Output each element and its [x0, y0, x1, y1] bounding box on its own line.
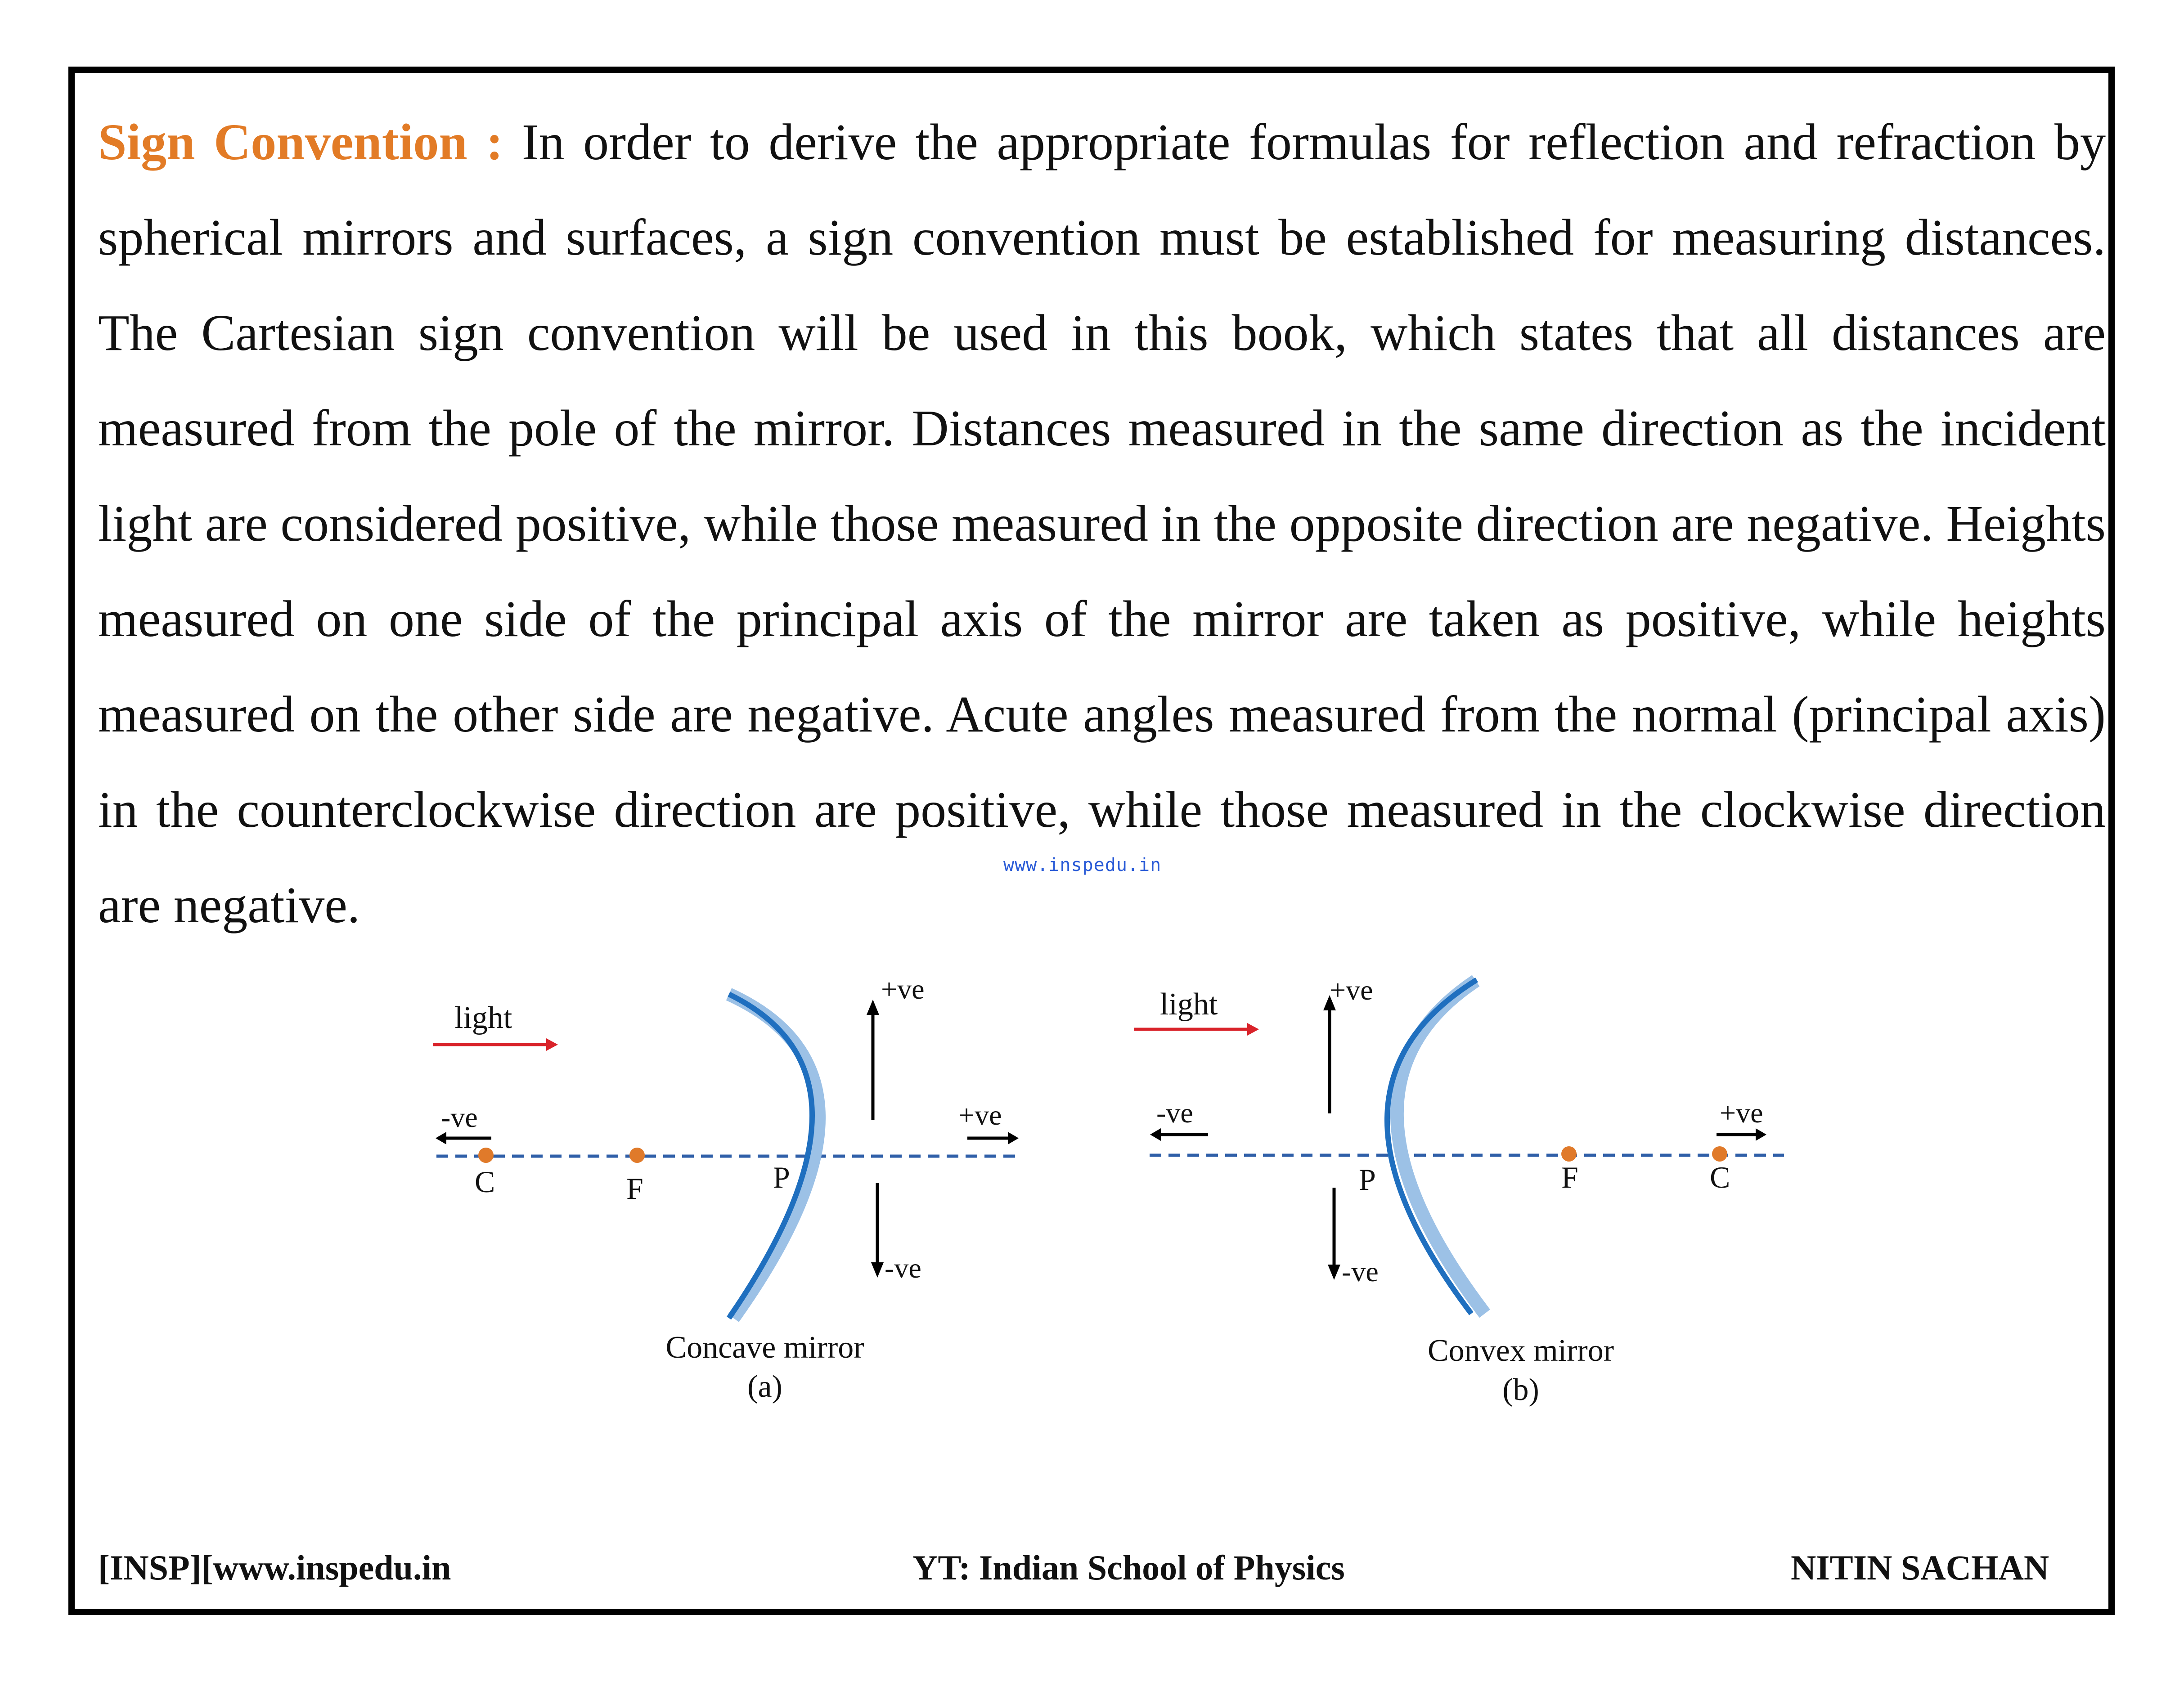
convex-mirror-figure [1134, 974, 1784, 1407]
focus-point-b [1561, 1146, 1577, 1162]
light-label-b: light [1160, 987, 1218, 1022]
p-label-a: P [773, 1160, 790, 1194]
footer-center: YT: Indian School of Physics [912, 1548, 1345, 1587]
neg-y-label-b: -ve [1342, 1256, 1379, 1288]
subcaption-b: (b) [1502, 1373, 1539, 1407]
paragraph-heading: Sign Convention : [98, 113, 503, 170]
neg-y-arrowhead-b [1328, 1265, 1340, 1280]
f-label-b: F [1561, 1160, 1578, 1194]
caption-b: Convex mirror [1427, 1333, 1614, 1368]
center-point-b [1712, 1146, 1727, 1162]
convex-mirror-back [1397, 981, 1485, 1314]
c-label-a: C [475, 1165, 495, 1199]
light-label-a: light [454, 1001, 512, 1035]
center-point-a [478, 1148, 494, 1163]
neg-x-arrowhead-b [1150, 1128, 1161, 1141]
paragraph-body: In order to derive the appropriate formulas for reflection and refraction by spherical mirrors and surfaces, a sign convention must be established for measuring distances. The Cartesian sign convention will be used in this book, which states that all distances are measured from the pole of the mirror. Distances measured in the same direction as the incident light are considered positive, while those measured in the opposite direction are negative. Heights measured on one side of the principal axis of the mirror are taken as positive, while heights measured on the other side are negative. Acute angles measured from the normal (principal axis) in the counterclockwise direction are positive, while those measured in the clockwise direction are negative. [98, 113, 2106, 933]
pos-y-label-a: +ve [881, 973, 925, 1005]
f-label-a: F [626, 1171, 643, 1206]
neg-y-label-a: -ve [885, 1252, 921, 1284]
light-arrowhead-a [546, 1038, 558, 1051]
footer-right: NITIN SACHAN [1791, 1548, 2049, 1587]
neg-x-label-b: -ve [1156, 1097, 1193, 1129]
caption-a: Concave mirror [665, 1330, 864, 1365]
pos-x-arrowhead-b [1756, 1128, 1766, 1141]
watermark: www.inspedu.in [1003, 855, 1162, 875]
pos-y-arrowhead-a [867, 1000, 879, 1015]
neg-y-arrowhead-a [871, 1262, 884, 1278]
pos-x-label-b: +ve [1720, 1097, 1763, 1129]
p-label-b: P [1359, 1162, 1376, 1197]
pos-y-label-b: +ve [1330, 974, 1373, 1006]
neg-x-arrowhead-a [436, 1132, 446, 1144]
focus-point-a [629, 1148, 645, 1163]
light-arrowhead-b [1247, 1023, 1259, 1036]
neg-x-label-a: -ve [441, 1101, 478, 1133]
pos-x-arrowhead-a [1008, 1132, 1019, 1144]
pos-x-label-a: +ve [958, 1099, 1002, 1131]
c-label-b: C [1710, 1160, 1730, 1194]
concave-mirror-figure [433, 973, 1019, 1404]
footer-left: [INSP][www.inspedu.in [98, 1548, 451, 1587]
subcaption-a: (a) [747, 1369, 782, 1404]
